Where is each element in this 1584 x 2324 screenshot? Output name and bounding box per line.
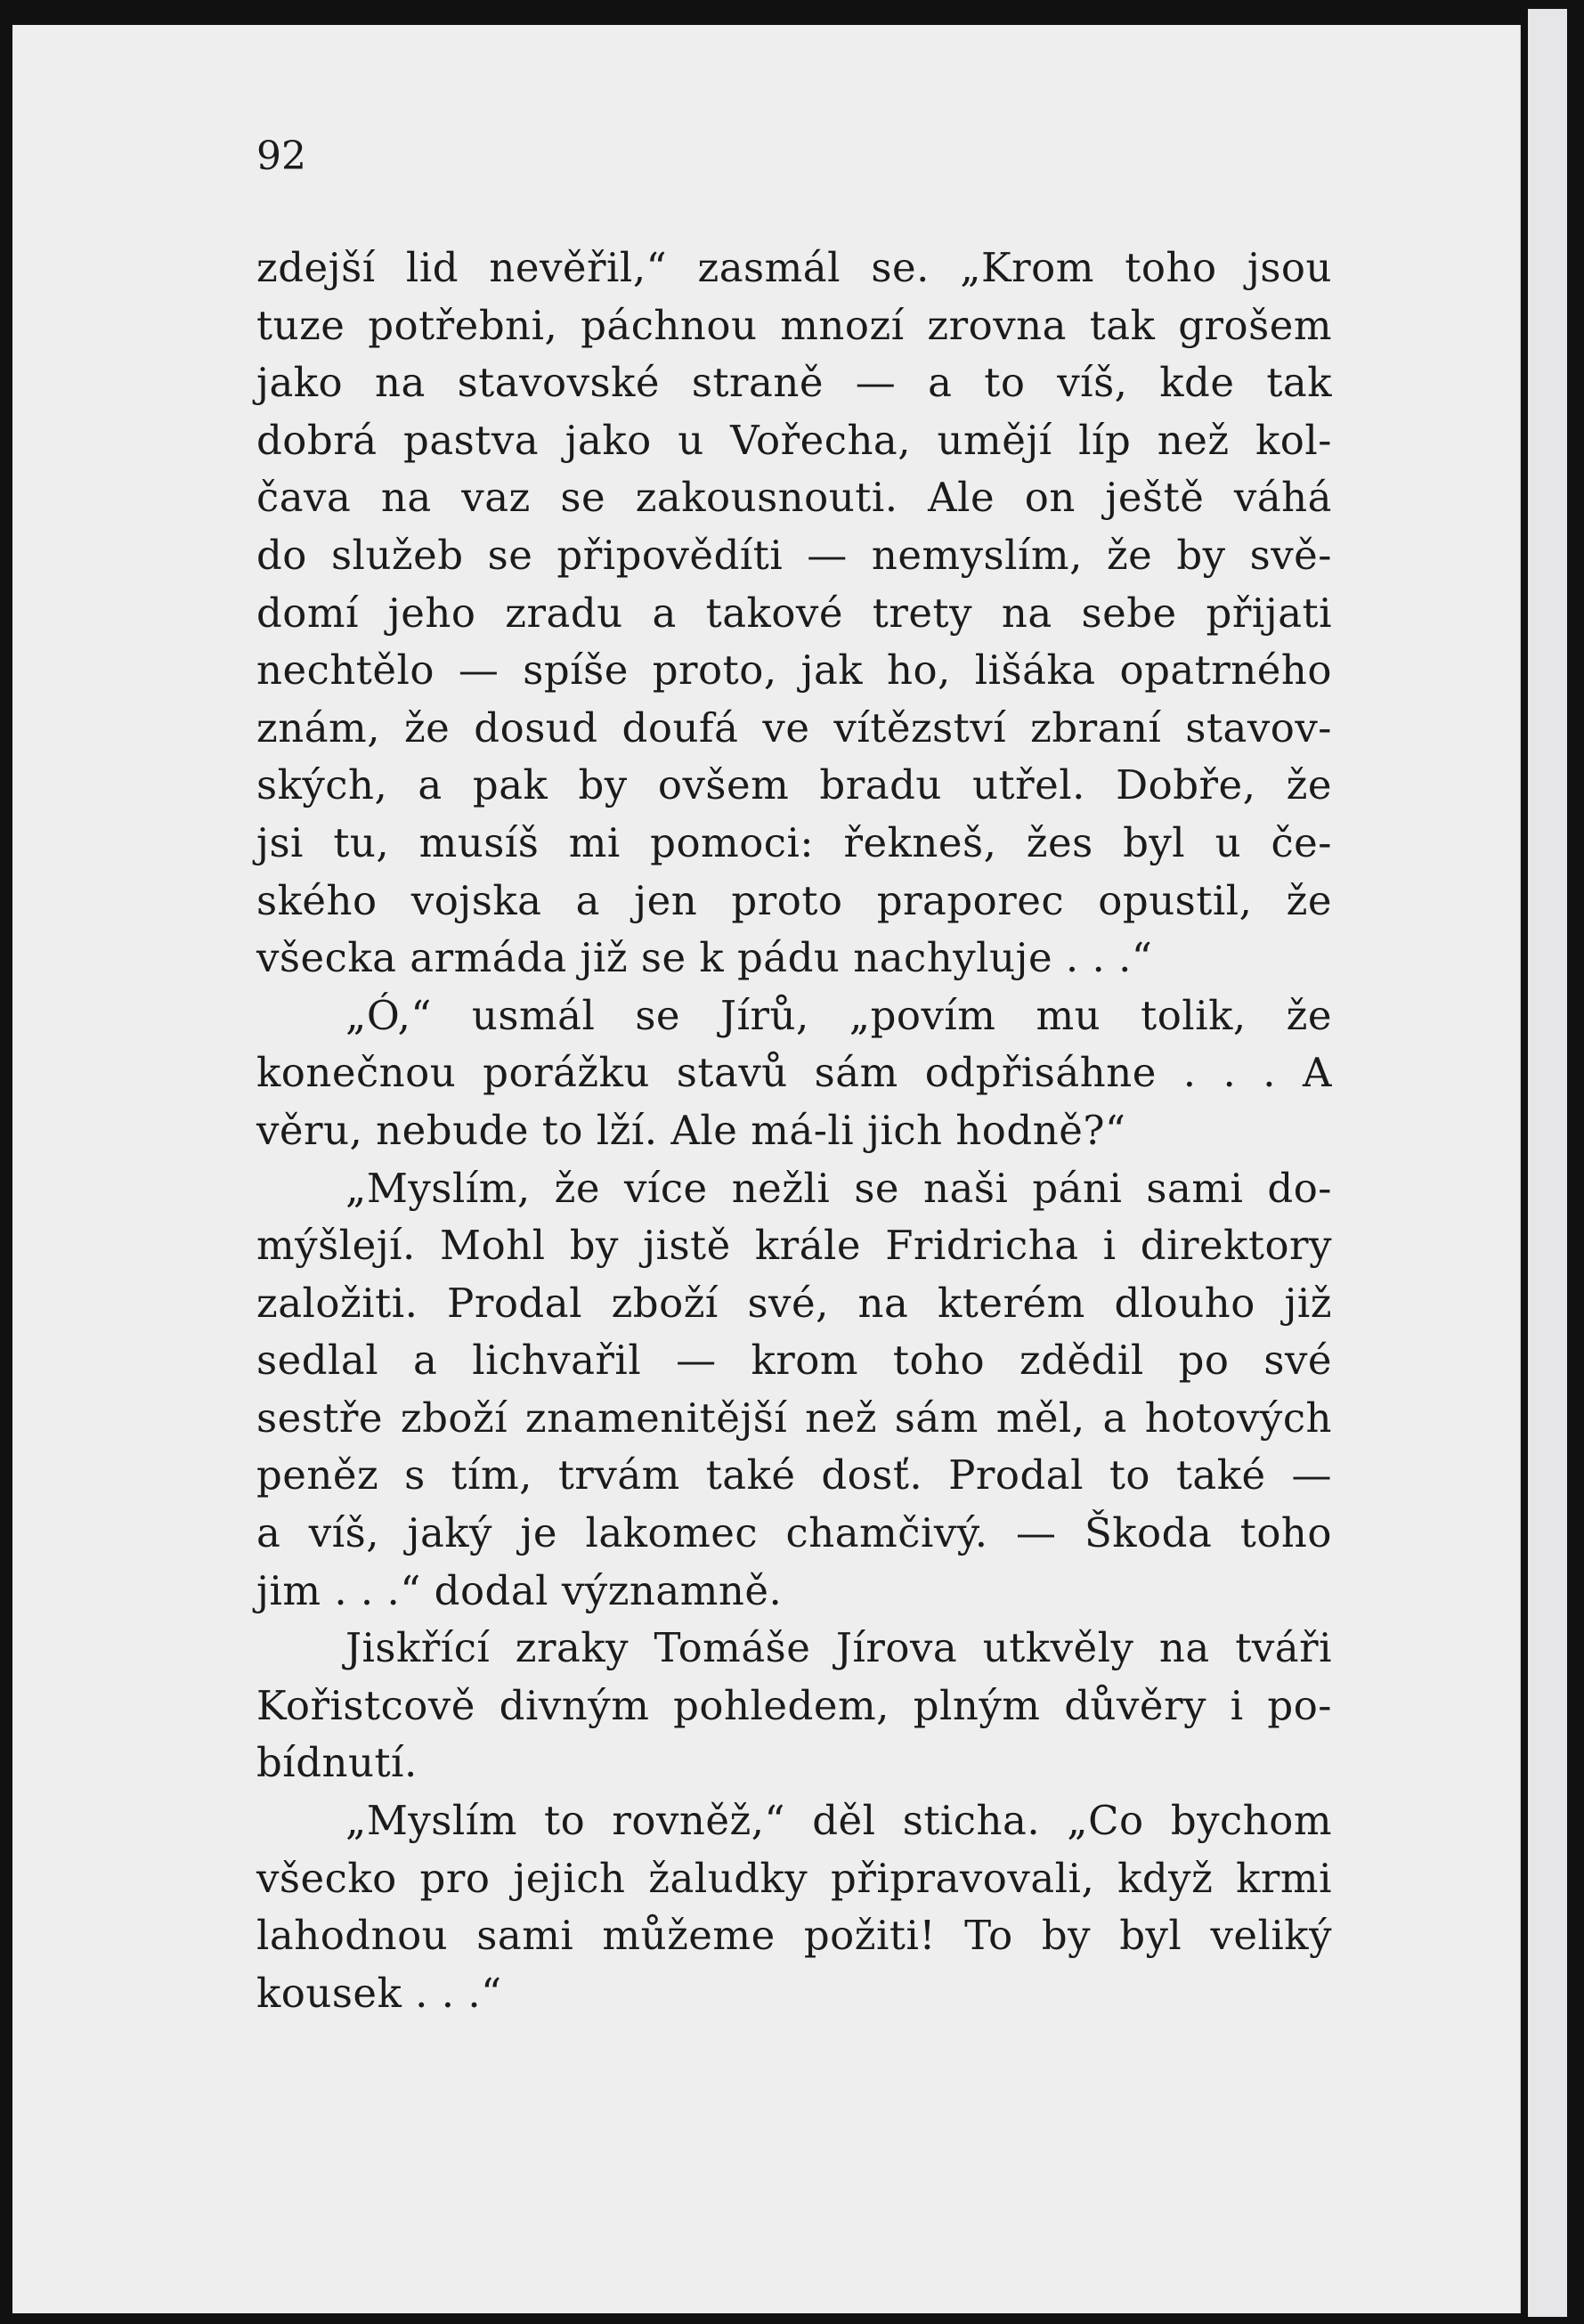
text-line: všecka armáda již se k pádu nachyluje . . .“ <box>256 934 1153 982</box>
text-line: do služeb se připovědíti — nemyslím, že by svě- <box>256 531 1332 579</box>
paragraph-first-line: „Myslím to rovněž,“ děl sticha. „Co bychom <box>345 1797 1332 1845</box>
text-line: jim . . .“ dodal významně. <box>256 1566 783 1614</box>
text-line: věru, nebude to lží. Ale má-li jich hodně?“ <box>256 1106 1126 1154</box>
next-page-edge <box>1528 9 1567 2317</box>
paragraph-first-line: Jiskřící zraky Tomáše Jírova utkvěly na tváři <box>345 1624 1332 1672</box>
text-line: nechtělo — spíše proto, jak ho, lišáka opatrného <box>256 646 1332 695</box>
text-line: dobrá pastva jako u Vořecha, umějí líp než kol- <box>256 416 1332 464</box>
text-line: založiti. Prodal zboží své, na kterém dlouho již <box>256 1279 1332 1327</box>
text-line: kousek . . .“ <box>256 1969 502 2017</box>
text-line: sestře zboží znamenitější než sám měl, a hotových <box>256 1394 1332 1442</box>
text-line: tuze potřebni, páchnou mnozí zrovna tak grošem <box>256 301 1332 349</box>
text-line: Kořistcově divným pohledem, plným důvěry i po- <box>256 1681 1332 1729</box>
text-line: všecko pro jejich žaludky připravovali, když krmi <box>256 1854 1332 1902</box>
text-line: sedlal a lichvařil — krom toho zdědil po své <box>256 1337 1332 1385</box>
text-line: ského vojska a jen proto praporec opustil, že <box>256 876 1332 924</box>
paragraph-first-line: „Myslím, že více nežli se naši páni sami do- <box>345 1164 1332 1212</box>
text-line: a víš, jaký je lakomec chamčivý. — Škoda toho <box>256 1509 1332 1557</box>
page-number: 92 <box>256 134 306 179</box>
text-line: lahodnou sami můžeme požiti! To by byl veliký <box>256 1912 1332 1960</box>
text-line: mýšlejí. Mohl by jistě krále Fridricha i direktory <box>256 1222 1332 1270</box>
text-line: bídnutí. <box>256 1739 418 1787</box>
text-line: jako na stavovské straně — a to víš, kde tak <box>256 359 1332 407</box>
text-line: jsi tu, musíš mi pomoci: řekneš, žes byl u če- <box>256 818 1332 866</box>
text-line: konečnou porážku stavů sám odpřisáhne . . . A <box>256 1049 1332 1097</box>
text-line: zdejší lid nevěřil,“ zasmál se. „Krom toho jsou <box>256 244 1332 291</box>
text-line: peněz s tím, trvám také dosť. Prodal to také — <box>256 1451 1332 1499</box>
page-text-block <box>241 120 1332 2022</box>
text-line: znám, že dosud doufá ve vítězství zbraní stavov- <box>256 703 1332 752</box>
text-line: domí jeho zradu a takové trety na sebe přijati <box>256 589 1332 637</box>
paragraph-first-line: „Ó,“ usmál se Jírů, „povím mu tolik, že <box>345 991 1332 1039</box>
text-line: ských, a pak by ovšem bradu utřel. Dobře, že <box>256 761 1332 809</box>
text-line: čava na vaz se zakousnouti. Ale on ještě váhá <box>256 474 1332 522</box>
